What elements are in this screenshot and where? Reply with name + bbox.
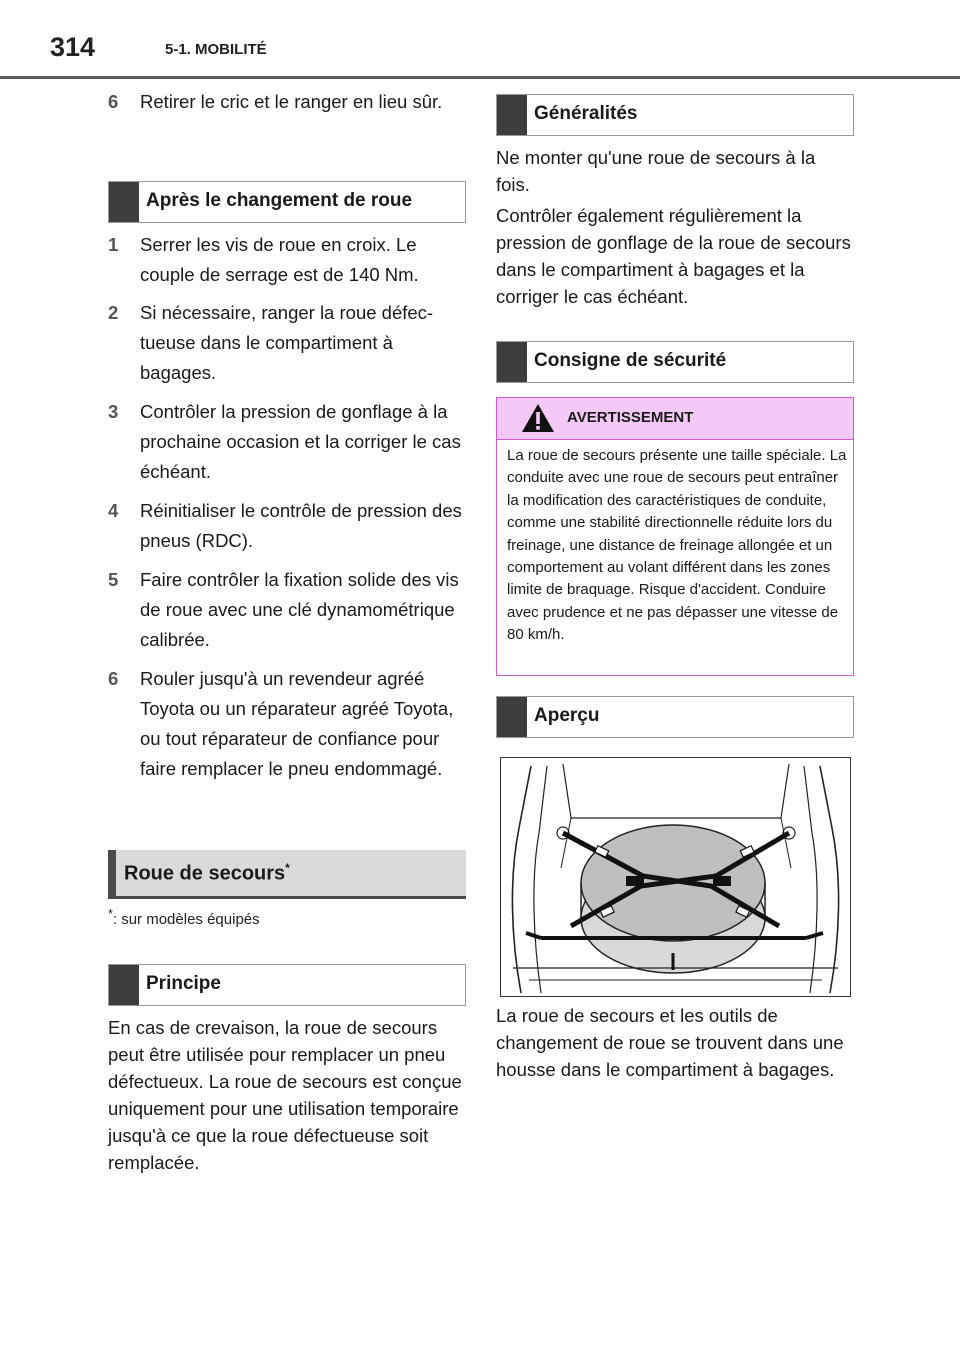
heading-bar (109, 965, 139, 1005)
step-text: Serrer les vis de roue en croix. Le couple de serrage est de 140 Nm. (140, 234, 419, 285)
step-text: Réinitialiser le contrôle de pression des pneus (RDC). (140, 500, 462, 551)
step-6-previous (108, 87, 466, 117)
step-number: 2 (108, 302, 119, 323)
page-header (0, 0, 960, 80)
step-number: 6 (108, 668, 119, 689)
step-text: Rouler jusqu'à un revendeur agréé Toyota ou un réparateur agréé Toyota, ou tout réparateur de confiance pour faire remplacer le pneu endommagé. (140, 668, 454, 779)
generalites-paragraph-2: Contrôler également régulièrement la pression de gonflage de la roue de secours dans le compartiment à bagages et la corriger le cas échéant. (496, 205, 851, 307)
chapter-title: 5-1. MOBILITÉ (165, 41, 267, 58)
main-heading-title (124, 861, 290, 886)
warning-triangle-icon (521, 403, 555, 433)
spare-wheel-illustration (500, 757, 851, 997)
step-number: 6 (108, 91, 119, 112)
main-heading-text: Roue de secours (124, 862, 286, 885)
section-heading-after-change (108, 181, 466, 223)
section-title: Après le changement de roue (146, 190, 413, 211)
step-5 (108, 565, 466, 655)
heading-bar (497, 342, 527, 382)
step-number: 4 (108, 500, 119, 521)
footnote (108, 907, 260, 928)
step-4 (108, 496, 466, 556)
warning-title: AVERTISSEMENT (567, 409, 694, 426)
step-text: Retirer le cric et le ranger en lieu sûr. (140, 91, 443, 112)
step-6 (108, 664, 466, 784)
step-number: 1 (108, 234, 119, 255)
step-number: 5 (108, 569, 119, 590)
heading-bar (109, 182, 139, 222)
step-2 (108, 298, 466, 388)
heading-bar (497, 95, 527, 135)
generalites-paragraph-1: Ne monter qu'une roue de secours à la fois. (496, 147, 816, 195)
apercu-paragraph: La roue de secours et les outils de changement de roue se trouvent dans une housse dans le compartiment à bagages. (496, 1005, 844, 1080)
footnote-marker: * (285, 861, 290, 875)
header-rule (0, 76, 960, 79)
section-title: Consigne de sécurité (534, 350, 727, 371)
section-title: Aperçu (534, 705, 600, 726)
step-text: Contrôler la pression de gonflage à la prochaine occasion et la corriger le cas échéant. (140, 401, 461, 482)
step-text: Faire contrôler la fixation solide des vis de roue avec une clé dynamométrique calibrée. (140, 569, 459, 650)
warning-box (496, 397, 854, 676)
step-3 (108, 397, 466, 487)
page-number: 314 (50, 32, 96, 62)
section-title: Principe (146, 973, 221, 994)
section-heading-principe (108, 964, 466, 1006)
section-heading-generalites (496, 94, 854, 136)
warning-header (497, 398, 853, 440)
section-heading-apercu (496, 696, 854, 738)
trunk-spare-wheel-drawing (501, 758, 850, 996)
heading-bar (108, 850, 116, 896)
main-heading-spare-wheel (108, 850, 466, 899)
step-number: 3 (108, 401, 119, 422)
heading-bar (497, 697, 527, 737)
section-title: Généralités (534, 103, 638, 124)
warning-text: La roue de secours présente une taille spéciale. La conduite avec une roue de secours peut entraîner la modification des caractéristiques de conduite, comme une stabilité directionnelle réduite lors du freinage, une distance de freinage allongée et un comportement au volant différent dans les zones limite de braquage. Risque d'accident. Conduire avec prudence et ne pas dépasser une vitesse de 80 km/h. (507, 447, 847, 644)
footnote-text: : sur modèles équipés (112, 911, 260, 928)
principe-paragraph: En cas de crevaison, la roue de secours peut être utilisée pour remplacer un pneu défectueux. La roue de secours est conçue uniquement pour une utilisation temporaire jusqu'à ce que la roue défectueuse soit remplacée. (108, 1017, 462, 1173)
footnote-asterisk: * (108, 907, 113, 921)
step-text: Si nécessaire, ranger la roue défectueuse dans le compartiment à bagages. (140, 302, 434, 383)
section-heading-consigne (496, 341, 854, 383)
step-1 (108, 230, 466, 290)
